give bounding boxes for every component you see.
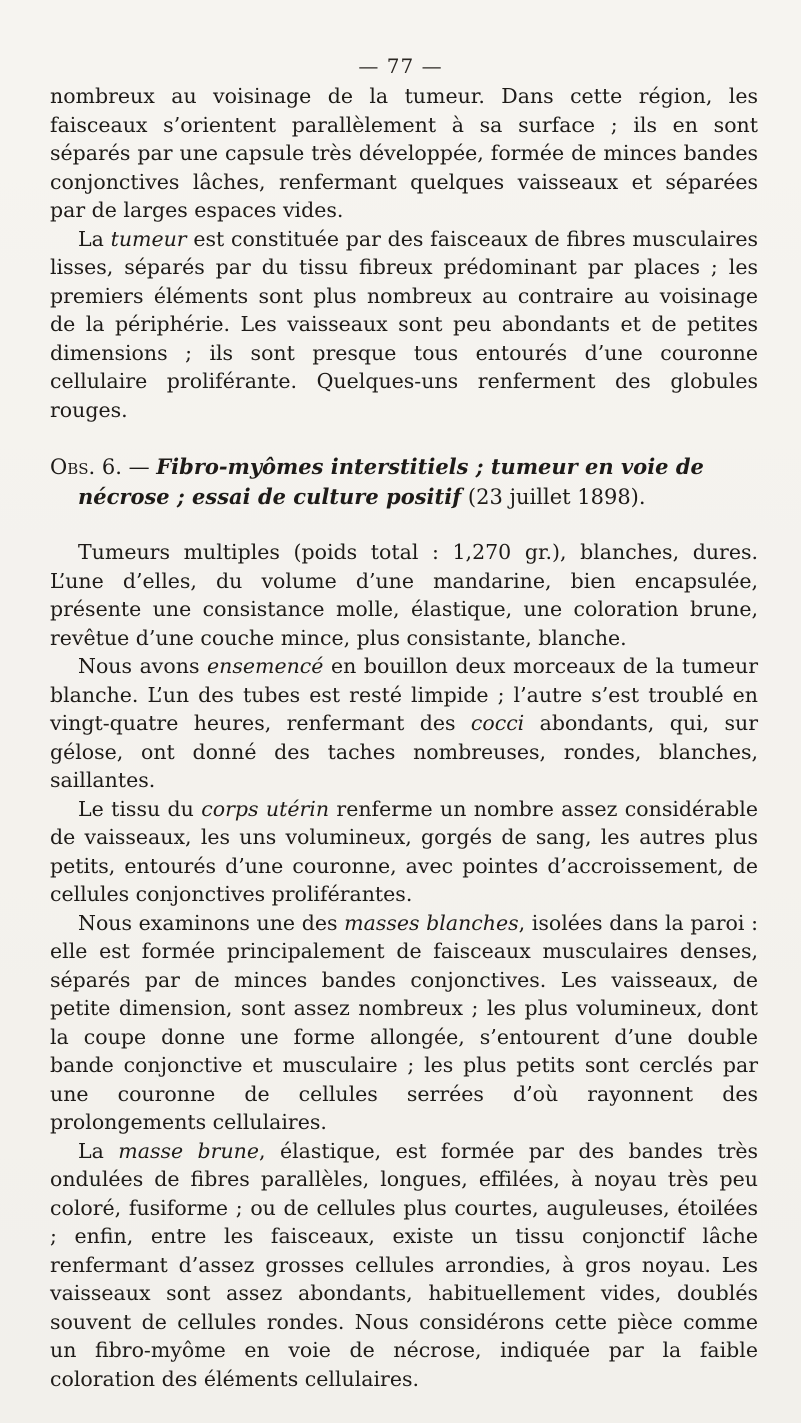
body-paragraph-3 [50,795,758,909]
observation-heading [50,452,758,512]
observation-title-line [50,452,758,512]
intro-paragraph-2-pre: La [78,226,111,251]
observation-subtitle: nécrose ; essai de culture positif [78,484,462,509]
term-masses-blanches: masses blanches [344,910,519,935]
observation-subtitle-line [50,482,758,512]
body-paragraph-3-pre: Le tissu du [78,796,202,821]
body-paragraph-5-post: , élastique, est formée par des bandes très ondulées de fibres parallèles, longues, effilées, à noyau très peu coloré, fusiforme ; ou de cellules plus courtes, auguleuses, étoilées ; enfin, entre les faisceaux, existe un tissu conjonctif lâche renfermant d’assez grosses cellules arrondies, à gros noyau. Les vaisseaux sont assez abondants, habituellement vides, doublés souvent de cellules rondes. Nous considérons cette pièce comme un fibro-myôme en voie de nécrose, indiquée par la faible coloration des éléments cellulaires. [50,1138,759,1391]
body-paragraph-4-pre: Nous examinons une des [78,910,345,935]
term-cocci: cocci [470,711,525,735]
body-paragraph-3-post: renferme un nombre assez considérable de vaisseaux, les uns volumineux, gorgés de sang, les autres plus petits, entourés d’une couronne, avec pointes d’accroissement, de cellules conjonctives proliférantes. [50,796,758,906]
observation-label: Obs. 6. [50,455,122,479]
body-paragraph-5 [50,1137,758,1394]
observation-dash: — [121,455,157,479]
observation-date: (23 juillet 1898). [461,485,646,509]
observation-body [50,538,758,1393]
body-paragraph-1: Tumeurs multiples (poids total : 1,270 gr.), blanches, dures. L’une d’elles, du volume d’une mandarine, bien encapsulée, présente une consistance molle, élastique, une coloration brune, revêtue d’une couche mince, plus consistante, blanche. [50,540,758,650]
body-paragraph-2-mid: en bouillon deux morceaux de la tumeur blanche. L’un des tubes est resté limpide ; l’autre s’est troublé en vingt-quatre heures, renfermant des [50,654,758,735]
intro-paragraph-2-post: est constituée par des faisceaux de fibres musculaires lisses, séparés par du tissu fibreux prédominant par places ; les premiers éléments sont plus nombreux au contraire au voisinage de la périphérie. Les vaisseaux sont peu abondants et de petites dimensions ; ils sont presque tous entourés d’une couronne cellulaire proliférante. Quelques-uns renferment des globules rouges. [50,226,758,422]
body-paragraph-5-pre: La [78,1138,119,1163]
body-paragraph-2 [50,652,758,795]
intro-paragraph-1: nombreux au voisinage de la tumeur. Dans cette région, les faisceaux s’orientent parallèlement à sa surface ; ils en sont séparés par une capsule très développée, formée de minces bandes conjonctives lâches, renfermant quelques vaisseaux et séparées par de larges espaces vides. [50,84,758,222]
body-paragraph-2-pre: Nous avons [78,654,208,678]
intro-term-tumeur: tumeur [110,226,187,251]
term-masse-brune: masse brune [118,1138,260,1163]
intro-paragraph-2 [50,225,758,425]
term-ensemence: ensemencé [207,654,324,678]
term-corps-uterin: corps utérin [201,796,330,821]
body-paragraph-4-post: , isolées dans la paroi : elle est formée principalement de faisceaux musculaires denses, séparés par de minces bandes conjonctives. Les vaisseaux, de petite dimension, sont assez nombreux ; les plus volumineux, dont la coupe donne une forme allongée, s’entourent d’une double bande conjonctive et musculaire ; les plus petits sont cerclés par une couronne de cellules serrées d’où rayonnent des prolongements cellulaires. [50,910,759,1134]
intro-section [50,82,758,424]
page-number: — 77 — [358,54,443,78]
body-paragraph-4 [50,909,758,1137]
body-paragraph-2-post: abondants, qui, sur gélose, ont donné des taches nombreuses, rondes, blanches, saillantes. [50,711,758,792]
observation-title: Fibro-myômes interstitiels ; tumeur en voie de [156,454,704,479]
